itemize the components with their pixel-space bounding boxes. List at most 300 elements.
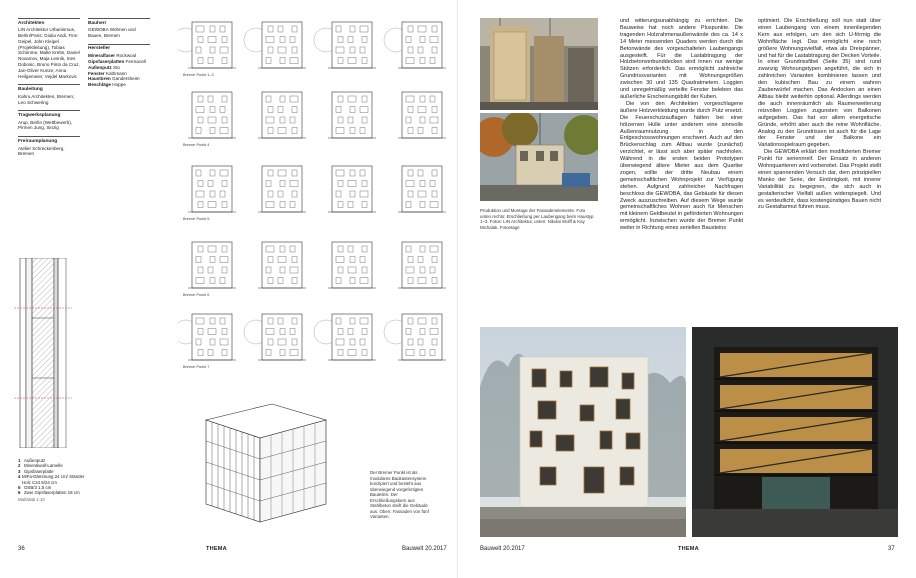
window bbox=[362, 202, 367, 208]
window bbox=[280, 37, 285, 43]
window bbox=[280, 246, 285, 252]
window bbox=[338, 350, 343, 356]
window bbox=[222, 350, 227, 356]
window bbox=[196, 191, 204, 197]
section-legend bbox=[18, 458, 88, 502]
window bbox=[350, 47, 355, 53]
credit-item-key: Fenster bbox=[88, 70, 105, 76]
window bbox=[336, 318, 341, 324]
window bbox=[222, 37, 227, 43]
window bbox=[432, 107, 437, 113]
window bbox=[406, 96, 414, 102]
window bbox=[266, 329, 274, 335]
window bbox=[222, 58, 227, 64]
scale-note: Maßstab 1:10 bbox=[18, 496, 45, 502]
window bbox=[338, 117, 343, 123]
window bbox=[532, 369, 546, 387]
window bbox=[268, 128, 273, 134]
window bbox=[350, 128, 355, 134]
legend-number: 6 bbox=[18, 490, 21, 496]
window bbox=[350, 318, 355, 324]
window bbox=[418, 107, 426, 113]
window bbox=[292, 278, 297, 284]
photo-facade-assembly bbox=[480, 113, 598, 201]
window bbox=[208, 58, 213, 64]
window bbox=[348, 37, 353, 43]
window bbox=[350, 339, 355, 345]
window bbox=[198, 181, 203, 187]
credit-item-key: Außenputz bbox=[88, 64, 112, 70]
window bbox=[266, 58, 271, 64]
window bbox=[418, 170, 423, 176]
window bbox=[338, 37, 343, 43]
window bbox=[220, 47, 228, 53]
credit-block bbox=[18, 136, 80, 157]
window bbox=[292, 339, 297, 345]
window bbox=[290, 267, 298, 273]
window bbox=[406, 58, 414, 64]
window bbox=[418, 257, 423, 263]
window bbox=[278, 170, 286, 176]
credit-heading: Bauleitung bbox=[18, 86, 43, 92]
credit-item: Haustüren Gandersheim bbox=[88, 76, 140, 82]
window bbox=[430, 350, 435, 356]
window bbox=[420, 329, 425, 335]
window bbox=[290, 58, 298, 64]
photo-caption: Produktion und Montage der Fassadenelemente. Foto unten rechts: Erschließung per Laubengang beim Haustyp 1–3. Fotos: LIN Architektur, unten: Nikolai Wolff & Kay Michalak, Fotoetage bbox=[480, 208, 594, 230]
window bbox=[540, 467, 556, 485]
window bbox=[196, 257, 201, 263]
window bbox=[222, 96, 227, 102]
body-text-column-2 bbox=[758, 18, 881, 211]
window bbox=[432, 128, 437, 134]
window bbox=[278, 257, 286, 263]
right-page bbox=[458, 0, 916, 578]
window bbox=[210, 170, 215, 176]
page-number-left: 36 bbox=[18, 546, 25, 552]
window bbox=[350, 278, 355, 284]
window bbox=[208, 181, 213, 187]
window bbox=[408, 339, 413, 345]
credit-block bbox=[18, 18, 80, 79]
window bbox=[210, 191, 215, 197]
window bbox=[266, 350, 271, 356]
section-label-left: THEMA bbox=[206, 546, 227, 552]
credit-item-key: Haustüren bbox=[88, 76, 111, 82]
window bbox=[266, 246, 274, 252]
window bbox=[432, 47, 437, 53]
credit-text: LIN Architektur Urbanismus, Berlin/Paris; Giulia Andi, Finn Geipel, John Kleipel (Projektleitung), Tobias Schimme, Malte Krebs, Daniel Noxamov, Maja Lesnik, Ines Dobosic, Bruno Pinto da Cruz, Jan-Oliver Kunze, Anna Heilgemeier, Vejdel Markovic bbox=[18, 27, 80, 79]
window bbox=[430, 246, 438, 252]
window bbox=[290, 329, 295, 335]
window bbox=[406, 202, 411, 208]
legend-number: 4 bbox=[18, 474, 21, 480]
window bbox=[408, 107, 413, 113]
body-paragraph: und witterungsunabhängig zu errichten. Die Bauweise hat noch andere Pluspunkte. Die tragenden Holzrahmenaußenwände des ca. 14 x 14 Meter messenden Quaders werden durch die Betonwände des vorgeschalteten Laubengangs ausgesteift. Für die Lastabtragung der Holzbetonverbunddecken sind innen nur wenige Stützen erforderlich. Das ermöglicht zahlreiche Grundrissvarianten mit Wohnungsgrößen zwischen 30 und 135 Quadratmetern. Loggien und unregelmäßig verteilte Fenster beleben das äußerliche Erscheinungsbild der Kuben. bbox=[620, 18, 743, 100]
window bbox=[338, 181, 343, 187]
window bbox=[198, 267, 203, 273]
window bbox=[430, 117, 438, 123]
window bbox=[222, 246, 227, 252]
credit-heading: Tragwerksplanung bbox=[18, 112, 61, 118]
window bbox=[406, 181, 414, 187]
window bbox=[432, 318, 437, 324]
axonometric-caption: Der Bremer Punkt ist als modulares Baukastensystem konzipiert und besteht aus überwiegend vorgefertigten Bauteilen. Der Erschließungskern aus Stahlbeton steift die Gebäude aus. Oben: Fassaden von fünf Varianten. bbox=[370, 470, 429, 519]
window bbox=[268, 191, 273, 197]
window bbox=[362, 181, 367, 187]
elevation-caption: Bremer Punkt 5 bbox=[183, 217, 210, 221]
legend-number: 3 bbox=[18, 468, 21, 474]
credit-heading: Bauherr bbox=[88, 20, 107, 26]
window bbox=[338, 246, 343, 252]
window bbox=[408, 128, 413, 134]
window bbox=[360, 170, 365, 176]
window bbox=[348, 117, 353, 123]
window bbox=[220, 257, 228, 263]
window bbox=[408, 47, 413, 53]
window bbox=[198, 58, 203, 64]
window bbox=[280, 58, 285, 64]
elevation-bremer-punkt-1-3 bbox=[178, 16, 446, 77]
window bbox=[406, 117, 411, 123]
window bbox=[208, 96, 213, 102]
window bbox=[430, 202, 438, 208]
window bbox=[336, 26, 341, 32]
credit-heading: Architekten bbox=[18, 20, 45, 26]
window bbox=[418, 128, 423, 134]
window bbox=[220, 26, 225, 32]
window bbox=[432, 339, 437, 345]
window bbox=[210, 318, 215, 324]
window bbox=[292, 191, 297, 197]
window bbox=[350, 26, 355, 32]
window bbox=[210, 257, 215, 263]
window bbox=[420, 246, 425, 252]
credit-item: Außenputz Sto bbox=[88, 64, 120, 70]
window bbox=[280, 350, 285, 356]
credit-text: GEWOBA Wohnen und Bauen, Bremen bbox=[88, 27, 136, 39]
window bbox=[278, 318, 283, 324]
legend-text: MiFa-Dämmung 24 cm/ Ständer Holz C24 6/24 cm bbox=[22, 474, 85, 485]
window bbox=[432, 257, 437, 263]
window bbox=[590, 367, 608, 387]
elevation-caption: Bremer Punkt 4 bbox=[183, 143, 210, 147]
legend-number: 1 bbox=[18, 458, 21, 463]
credit-text: Atelier Schreckenberg, Bremen bbox=[18, 145, 65, 157]
window bbox=[278, 107, 283, 113]
window bbox=[420, 117, 425, 123]
window bbox=[266, 117, 274, 123]
credit-block bbox=[88, 44, 150, 88]
window bbox=[290, 117, 295, 123]
window bbox=[222, 181, 227, 187]
window bbox=[278, 47, 286, 53]
legend-row bbox=[18, 474, 88, 485]
window bbox=[268, 318, 273, 324]
window bbox=[418, 26, 426, 32]
window bbox=[408, 318, 413, 324]
magazine-issue-left: Bauwelt 20.2017 bbox=[402, 546, 447, 552]
window bbox=[290, 246, 295, 252]
window bbox=[208, 350, 213, 356]
body-text-column-1 bbox=[620, 18, 743, 232]
window bbox=[406, 37, 411, 43]
window bbox=[292, 47, 297, 53]
window bbox=[290, 202, 295, 208]
body-paragraph: Die von den Architekten vorgeschlagene äußere Holzverkleidung wurde durch Putz ersetzt. Die Feuerschutzauflagen hätten bei einer hölzernen Hülle unter anderem eine sinnvolle Außenraumnutzung in den Erdgeschosswohnungen erschwert. Auch auf den Brückenschlag zum Altbau wurde (zunächst) verzichtet, er lässt sich aber später nachholen. Während in die ersten beiden Prototypen überwiegend ältere Mieter aus dem Quartier zogen, sollte der dritte Neubau einem gemeinschaftlichen Wohnprojekt zur Verfügung stehen. Aufgrund zahlreicher Nachfragen beschloss die GEWOBA, das Gebäude für diesen Zweck auszuschreiben. Auf diesem Wege wurde gemeinschaftliches Wohnen auch für Menschen mit kleinem Geldbeutel in geförderten Wohnungen ermöglicht. Inzwischen wurde der Bremer Punkt weiter in Richtung eines seriellen Bausteins bbox=[620, 100, 743, 232]
window bbox=[420, 96, 425, 102]
window bbox=[430, 96, 435, 102]
elevation-bremer-punkt-7 bbox=[178, 308, 446, 369]
window bbox=[362, 267, 367, 273]
elevation-caption: Bremer Punkt 1–3 bbox=[183, 73, 214, 77]
window bbox=[196, 278, 204, 284]
legend-text: Mineralwoll-Lamelle bbox=[24, 463, 63, 469]
magazine-issue-right: Bauwelt 20.2017 bbox=[480, 546, 525, 552]
window bbox=[348, 202, 353, 208]
credit-heading: Hersteller bbox=[88, 46, 111, 52]
window bbox=[196, 318, 204, 324]
window bbox=[430, 329, 438, 335]
window bbox=[616, 399, 630, 419]
legend-text: Zwei Gipsfaserplatten 18 cm bbox=[24, 490, 80, 496]
credit-item-key: Gipsfaserplatten bbox=[88, 58, 125, 64]
window bbox=[222, 267, 227, 273]
window bbox=[278, 278, 283, 284]
window bbox=[268, 26, 273, 32]
window bbox=[208, 246, 216, 252]
window bbox=[198, 350, 203, 356]
window bbox=[338, 202, 343, 208]
credit-item: Fenster Kathmann bbox=[88, 70, 127, 76]
window bbox=[220, 318, 225, 324]
window bbox=[600, 431, 612, 449]
window bbox=[266, 202, 274, 208]
window bbox=[408, 278, 413, 284]
window bbox=[350, 107, 355, 113]
window bbox=[626, 433, 640, 449]
window bbox=[362, 117, 367, 123]
window bbox=[418, 339, 423, 345]
elevation-caption: Bremer Punkt 7 bbox=[183, 365, 210, 369]
window bbox=[338, 96, 343, 102]
window bbox=[278, 339, 286, 345]
window bbox=[198, 202, 203, 208]
window bbox=[292, 128, 297, 134]
window bbox=[292, 170, 297, 176]
window bbox=[360, 107, 368, 113]
window bbox=[360, 257, 365, 263]
photo-building-day bbox=[480, 327, 686, 537]
window bbox=[420, 202, 425, 208]
window bbox=[266, 181, 271, 187]
legend-text: Außenputz bbox=[24, 458, 46, 463]
page-number-right: 37 bbox=[888, 546, 895, 552]
window bbox=[268, 170, 273, 176]
window bbox=[362, 37, 367, 43]
window bbox=[360, 128, 365, 134]
window bbox=[208, 267, 213, 273]
window bbox=[196, 170, 201, 176]
window bbox=[580, 405, 594, 421]
window bbox=[560, 371, 572, 387]
window bbox=[196, 26, 204, 32]
window bbox=[222, 329, 227, 335]
window bbox=[584, 467, 604, 493]
window bbox=[350, 257, 355, 263]
window bbox=[418, 47, 423, 53]
window bbox=[292, 318, 297, 324]
window bbox=[408, 170, 413, 176]
window bbox=[336, 257, 344, 263]
window bbox=[348, 267, 356, 273]
window bbox=[432, 191, 437, 197]
window bbox=[530, 431, 542, 447]
credit-heading: Freiraumplanung bbox=[18, 138, 58, 144]
window bbox=[336, 278, 341, 284]
credits-column-a bbox=[18, 18, 80, 162]
window bbox=[210, 278, 215, 284]
window bbox=[348, 181, 356, 187]
window bbox=[350, 191, 355, 197]
window bbox=[198, 37, 203, 43]
window bbox=[266, 37, 274, 43]
window bbox=[432, 278, 437, 284]
window bbox=[360, 47, 365, 53]
window bbox=[362, 58, 367, 64]
window bbox=[290, 181, 298, 187]
window bbox=[280, 329, 285, 335]
window bbox=[362, 329, 367, 335]
window bbox=[208, 329, 216, 335]
window bbox=[348, 58, 356, 64]
window bbox=[278, 128, 286, 134]
photo-building-night bbox=[692, 327, 898, 537]
window bbox=[408, 26, 413, 32]
window bbox=[362, 96, 367, 102]
credit-block bbox=[88, 18, 150, 39]
window bbox=[418, 191, 426, 197]
window bbox=[336, 128, 344, 134]
window bbox=[198, 96, 203, 102]
window bbox=[432, 26, 437, 32]
window bbox=[280, 267, 285, 273]
window bbox=[210, 26, 215, 32]
window bbox=[290, 96, 298, 102]
window bbox=[360, 278, 368, 284]
window bbox=[420, 267, 425, 273]
window bbox=[220, 278, 225, 284]
elevation-bremer-punkt-5 bbox=[178, 160, 446, 221]
legend-number: 2 bbox=[18, 463, 21, 469]
window bbox=[420, 37, 425, 43]
window bbox=[222, 117, 227, 123]
window bbox=[292, 107, 297, 113]
credit-item: Beschläge Hoppe bbox=[88, 82, 126, 88]
window bbox=[430, 37, 438, 43]
legend-text: OSB/3 1,5 cm bbox=[24, 485, 52, 491]
window bbox=[196, 107, 204, 113]
window bbox=[208, 117, 216, 123]
body-paragraph: optimiert. Die Erschließung soll nun statt über einen Laubengang von einem innenliegenden Kern aus erfolgen, um den sich U-förmig die Wohnfläche legt. Das ermöglicht eine noch größere Wohnungsvielfalt, etwa als Dreispänner, und hat für die Lastabtragung der Decken Vorteile. In einer Grundrissfibel (Seite 35) sind rund zwanzig Wohnungstypen angeführt, die sich in zahlreichen Varianten kombinieren lassen und den kubischen Bau zu einem wahren Zauberwürfel machen. Das Andocken an einen Altbau bleibt weiterhin optional. Allerdings werden die auch innenräumlich als Raumerweiterung reizvollen Loggien zugunsten von Balkonen aufgegeben. Das hat vor allem energetische Gründe, erhöht aber auch die reine Wohnfläche. Analog zu den Grundrissen ist auch für die Lage der Fenster und der Balkone ein Variationsspielraum gegeben. bbox=[758, 18, 881, 149]
window bbox=[350, 170, 355, 176]
window bbox=[196, 128, 201, 134]
window bbox=[418, 318, 426, 324]
window bbox=[408, 191, 413, 197]
window bbox=[336, 191, 341, 197]
window bbox=[538, 401, 556, 419]
window bbox=[362, 246, 367, 252]
window bbox=[338, 267, 343, 273]
window bbox=[220, 107, 225, 113]
window bbox=[406, 246, 411, 252]
window bbox=[268, 47, 273, 53]
window bbox=[268, 257, 273, 263]
window bbox=[338, 58, 343, 64]
credit-item-key: Mineralfaser bbox=[88, 53, 116, 59]
window bbox=[336, 170, 344, 176]
window bbox=[292, 257, 297, 263]
credits-column-b bbox=[88, 18, 150, 93]
window bbox=[362, 350, 367, 356]
legend-row bbox=[18, 490, 88, 495]
window bbox=[430, 58, 435, 64]
window bbox=[430, 181, 435, 187]
window bbox=[338, 329, 343, 335]
legend-text: Gipsfaserplatte bbox=[24, 468, 54, 474]
window bbox=[408, 257, 413, 263]
window bbox=[268, 107, 273, 113]
window bbox=[280, 181, 285, 187]
window bbox=[348, 96, 356, 102]
window bbox=[420, 350, 425, 356]
window bbox=[420, 181, 425, 187]
window bbox=[210, 128, 215, 134]
credit-block bbox=[18, 84, 80, 105]
window bbox=[622, 373, 634, 389]
window bbox=[220, 170, 228, 176]
window bbox=[290, 37, 295, 43]
body-paragraph: Die GEWOBA erklärt den modifizierten Bremer Punkt für seriennreif. Der Einsatz in anderen Wohnquartieren wird vorbereitet. Das Projekt stellt einen spannenden Versuch dar, dem prinzipiellen Manko der Serie, der Eintönigkeit, mit innerer Variabilität zu begegnen, die sich auch in gestalterischer Vielfalt außen widerspiegelt. Und es verdeutlicht, dass kostengünstiges Bauen nicht zu Gestaltarmut führen muss. bbox=[758, 149, 881, 211]
window bbox=[220, 339, 228, 345]
window bbox=[336, 47, 344, 53]
window bbox=[292, 26, 297, 32]
elevation-bremer-punkt-4 bbox=[178, 86, 446, 147]
window bbox=[198, 117, 203, 123]
credit-item-key: Beschläge bbox=[88, 82, 111, 88]
elevation-bremer-punkt-6 bbox=[178, 236, 446, 297]
window bbox=[360, 318, 368, 324]
window bbox=[280, 117, 285, 123]
elevation-caption: Bremer Punkt 6 bbox=[183, 293, 210, 297]
window bbox=[432, 170, 437, 176]
window bbox=[418, 278, 426, 284]
photo-facade-production bbox=[480, 18, 598, 110]
window bbox=[266, 267, 271, 273]
section-label-right: THEMA bbox=[678, 546, 699, 552]
window bbox=[196, 47, 201, 53]
credit-text: Kahru Architekten, Bremen; Leo Schwering bbox=[18, 93, 75, 105]
window bbox=[336, 339, 344, 345]
window bbox=[208, 202, 216, 208]
axonometric-drawing bbox=[176, 400, 352, 532]
window bbox=[420, 58, 425, 64]
window bbox=[198, 329, 203, 335]
window bbox=[196, 339, 201, 345]
window bbox=[210, 107, 215, 113]
window bbox=[222, 202, 227, 208]
credit-item: Mineralfaser Rockwool bbox=[88, 53, 137, 59]
